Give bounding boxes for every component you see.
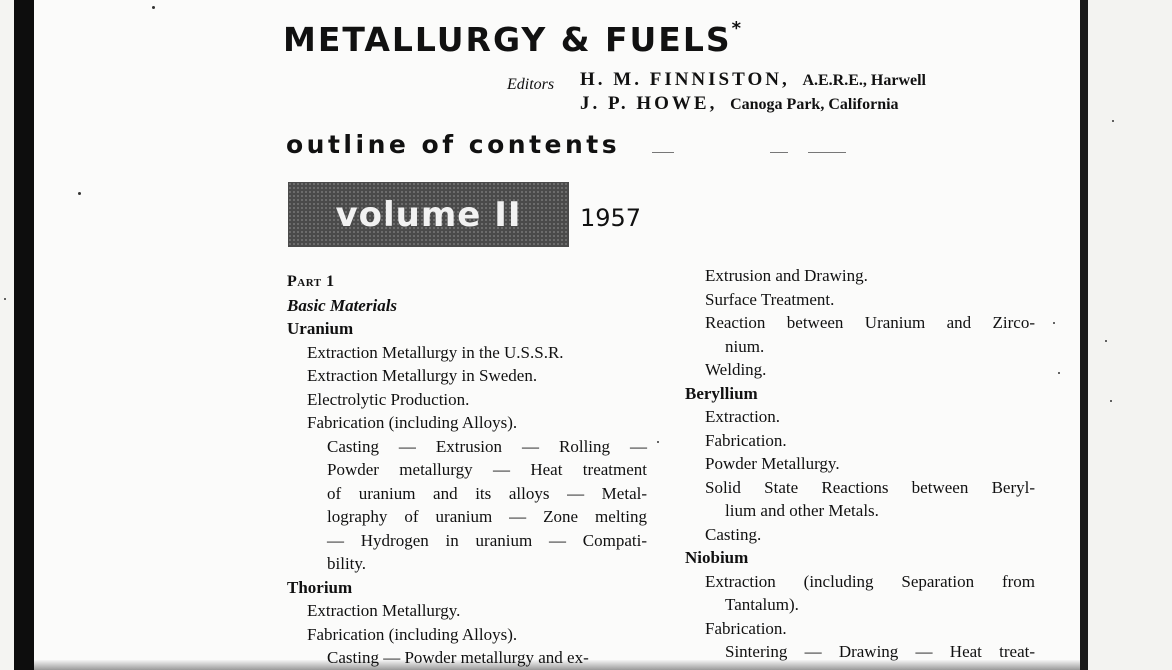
list-item: Surface Treatment. <box>705 289 835 309</box>
detail-line: of uranium and its alloys — Metal- <box>327 483 647 503</box>
list-item-continuation: Tantalum). <box>725 595 799 614</box>
detail-line: bility. <box>327 554 367 573</box>
editor-1-affiliation: A.E.R.E., Harwell <box>802 72 926 89</box>
list-item: Welding. <box>705 360 767 379</box>
list-item: Reaction between Uranium and Zirco- <box>705 313 1035 332</box>
scan-speck <box>4 298 6 300</box>
list-item: Electrolytic Production. <box>307 389 470 409</box>
list-item: Casting. <box>705 524 762 544</box>
outline-heading: outline of contents <box>286 130 621 159</box>
scan-dash <box>808 152 846 153</box>
list-item: Powder Metallurgy. <box>705 454 840 473</box>
editor-1-name: H. M. FINNISTON, <box>580 69 790 90</box>
list-item-continuation: lium and other Metals. <box>725 501 879 520</box>
left-margin <box>0 0 14 670</box>
detail-line: Casting — Powder metallurgy and ex- <box>327 648 589 667</box>
title-footnote-mark: * <box>731 18 744 39</box>
detail-line: Sintering — Drawing — Heat treat- <box>725 642 1035 661</box>
section-heading-beryllium: Beryllium <box>685 383 758 403</box>
scan-dash <box>770 152 788 153</box>
editor-2-name: J. P. HOWE, <box>580 93 718 114</box>
left-binding-edge <box>14 0 34 670</box>
volume-banner <box>288 182 569 247</box>
section-heading-niobium: Niobium <box>685 548 749 567</box>
right-page-edge <box>1080 0 1088 670</box>
section-heading-uranium: Uranium <box>287 319 354 338</box>
list-item: Extraction Metallurgy in the U.S.S.R. <box>307 342 564 362</box>
list-item: Extraction Metallurgy in Sweden. <box>307 366 538 385</box>
title-text: METALLURGY & FUELS <box>283 20 732 59</box>
list-item: Solid State Reactions between Beryl- <box>705 477 1035 497</box>
list-item-continuation: nium. <box>725 336 765 356</box>
editor-1 <box>580 69 926 91</box>
scan-speck <box>78 192 81 195</box>
list-item: Extraction (including Separation from <box>705 571 1035 591</box>
scan-speck <box>1110 400 1112 402</box>
detail-line: lography of uranium — Zone melting <box>327 507 647 526</box>
volume-year: 1957 <box>580 204 642 232</box>
volume-label: volume II <box>335 194 522 235</box>
scan-speck <box>1105 340 1107 342</box>
right-margin <box>1088 0 1172 670</box>
scan-speck <box>1053 322 1055 324</box>
scan-speck <box>152 6 155 9</box>
detail-line: Powder metallurgy — Heat treatment <box>327 460 647 479</box>
detail-line: — Hydrogen in uranium — Compati- <box>327 530 647 550</box>
list-item: Fabrication (including Alloys). <box>307 624 518 644</box>
page-title <box>283 20 743 59</box>
part-heading: Part 1 <box>287 273 335 290</box>
list-item: Extraction. <box>705 407 781 426</box>
editor-2-affiliation: Canoga Park, California <box>730 96 899 113</box>
contents-right-column <box>685 264 1035 664</box>
part-subtitle: Basic Materials <box>287 295 398 315</box>
scan-dash <box>652 152 674 153</box>
contents-left-column <box>287 270 647 670</box>
list-item: Extraction Metallurgy. <box>307 601 461 620</box>
detail-line: Casting — Extrusion — Rolling — <box>327 436 647 456</box>
list-item: Fabrication. <box>705 618 787 638</box>
editors-label: Editors <box>507 76 555 93</box>
list-item: Fabrication (including Alloys). <box>307 413 518 432</box>
section-heading-thorium: Thorium <box>287 577 353 597</box>
scan-speck <box>1112 120 1114 122</box>
list-item: Fabrication. <box>705 430 787 450</box>
editor-2 <box>580 93 899 115</box>
list-item: Extrusion and Drawing. <box>705 266 868 285</box>
scan-speck <box>1058 372 1060 374</box>
scan-speck <box>657 441 659 443</box>
